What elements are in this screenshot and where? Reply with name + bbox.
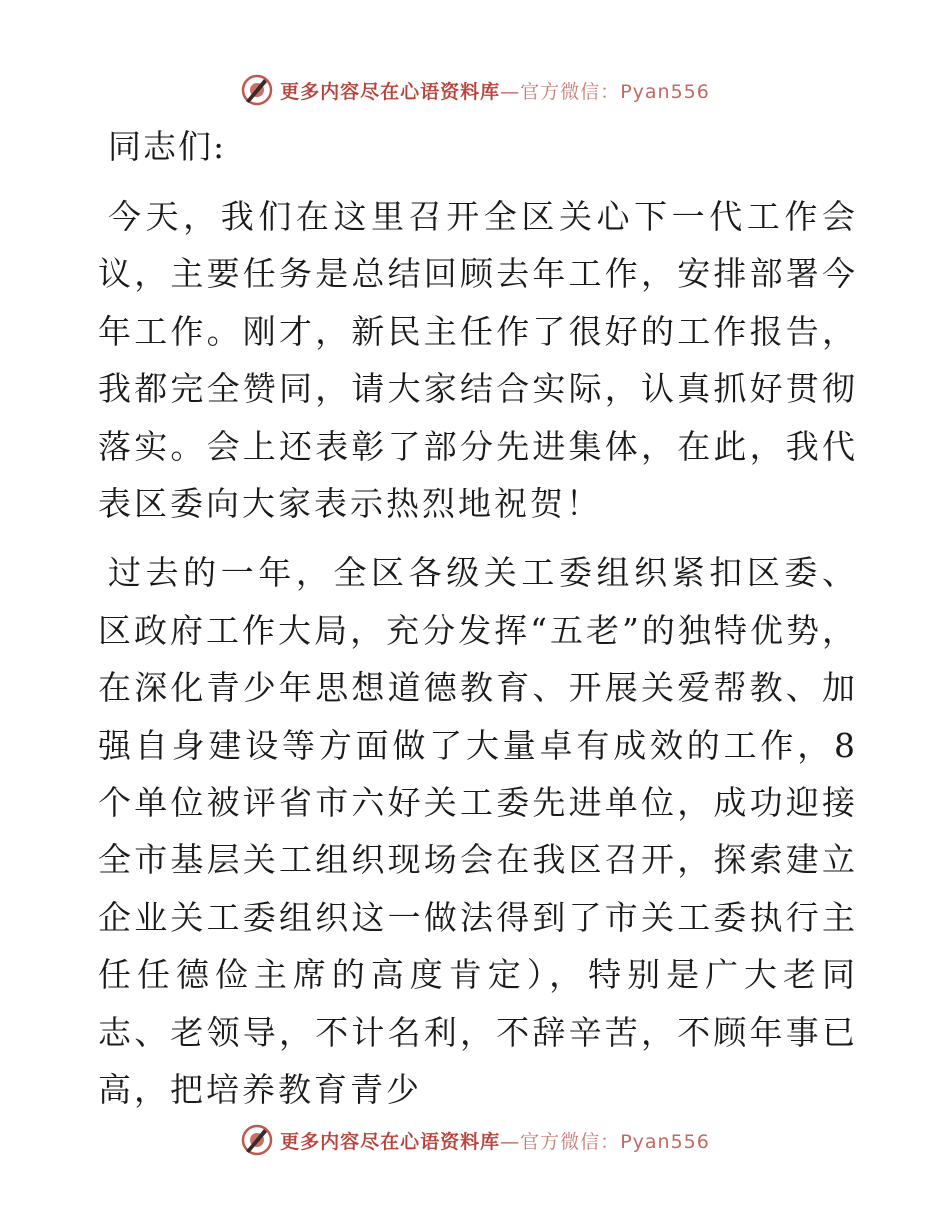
watermark-official-label: 官方微信：	[520, 80, 621, 103]
footer-watermark	[0, 1120, 950, 1160]
quill-circle-icon	[240, 73, 274, 107]
document-body	[98, 124, 858, 1131]
watermark-text	[280, 1127, 710, 1154]
watermark-brand: 更多内容尽在心语资料库	[280, 1130, 501, 1153]
watermark-wechat-id: Pyan556	[620, 1130, 710, 1153]
paragraph-1: 今天，我们在这里召开全区关心下一代工作会议，主要任务是总结回顾去年工作，安排部署今年工作。刚才，新民主任作了很好的工作报告，我都完全赞同，请大家结合实际，认真抓好贯彻落实。会上还表彰了部分先进集体，在此，我代表区委向大家表示热烈地祝贺！	[98, 197, 858, 524]
watermark-wechat-id: Pyan556	[620, 80, 710, 103]
watermark-separator: —	[500, 1130, 521, 1153]
paragraph-2: 过去的一年，全区各级关工委组织紧扣区委、区政府工作大局，充分发挥“五老”的独特优势，在深化青少年思想道德教育、开展关爱帮教、加强自身建设等方面做了大量卓有成效的工作，8个单位被评省市六好关工委先进单位，成功迎接全市基层关工组织现场会在我区召开，探索建立企业关工委组织这一做法得到了市关工委执行主任任德俭主席的高度肯定），特别是广大老同志、老领导，不计名利，不辞辛苦，不顾年事已高，把培养教育青少	[98, 553, 858, 1110]
header-watermark	[0, 70, 950, 110]
watermark-official-label: 官方微信：	[520, 1130, 621, 1153]
greeting: 同志们:	[108, 127, 227, 166]
quill-circle-icon	[240, 1123, 274, 1157]
watermark-brand: 更多内容尽在心语资料库	[280, 80, 501, 103]
watermark-text	[280, 77, 710, 104]
watermark-separator: —	[500, 80, 521, 103]
